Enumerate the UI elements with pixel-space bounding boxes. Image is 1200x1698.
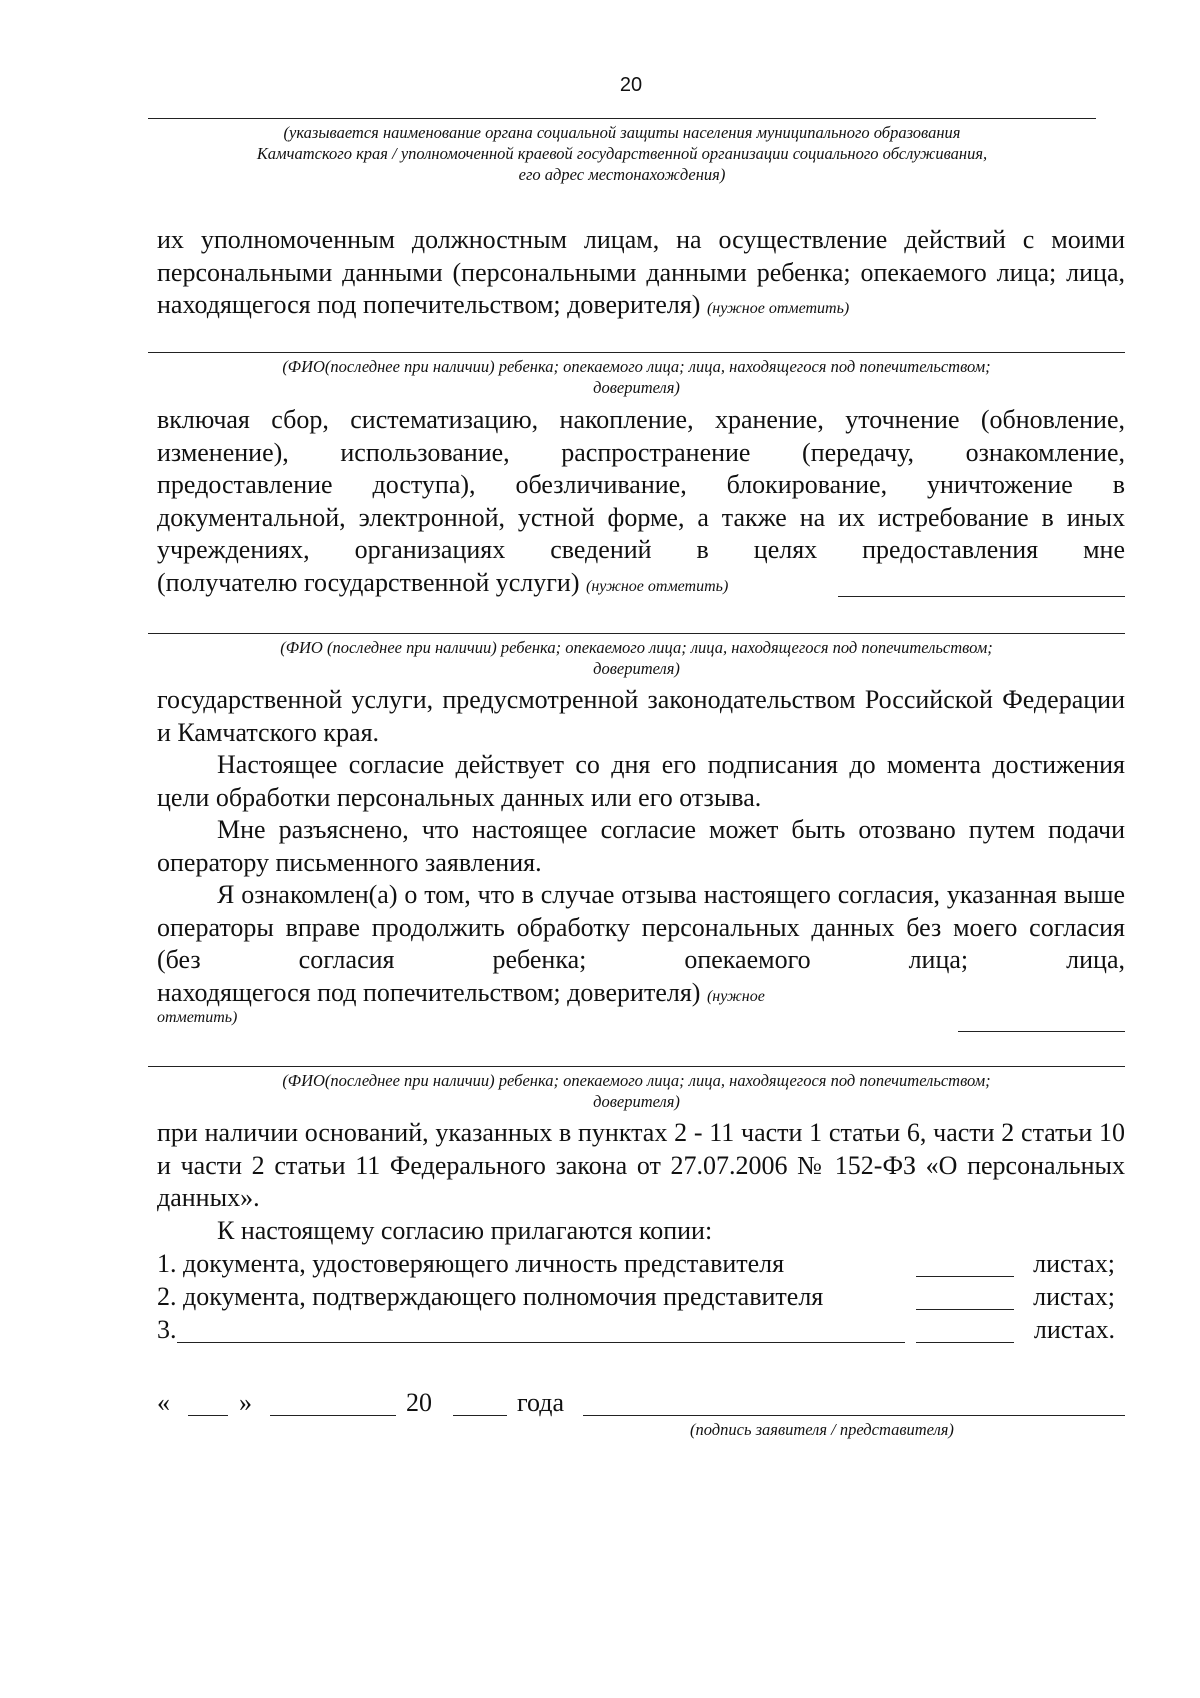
consent-paragraph-4: Настоящее согласие действует со дня его подписания до момента достижения цели обработки персональных данных или его отзыва. [157, 750, 1125, 812]
attachment-item-3: 3. [157, 1315, 177, 1344]
attachment-1-unit: листах; [1033, 1249, 1115, 1278]
fio-fill-blank-2[interactable] [838, 596, 1125, 597]
signature-blank[interactable] [583, 1415, 1125, 1416]
attachment-3-name-blank[interactable] [177, 1342, 905, 1343]
consent-paragraph-1: их уполномоченным должностным лицам, на осуществление действий с моими персональными данными (персональными данными ребенка; опекаемого лица; лица, находящегося под попечительством; доверителя) (нужное отметить) [157, 225, 1125, 319]
signature-caption: (подпись заявителя / представителя) [690, 1420, 954, 1439]
date-close-quote: » [239, 1388, 252, 1417]
attachment-item-2: 2. документа, подтверждающего полномочия представителя [157, 1282, 824, 1311]
date-month-blank[interactable] [270, 1415, 396, 1416]
attachment-1-sheets-blank[interactable] [916, 1276, 1014, 1277]
page-number: 20 [619, 74, 643, 96]
date-year-prefix: 20 [406, 1388, 432, 1417]
attachments-intro: К настоящему согласию прилагаются копии: [217, 1216, 713, 1245]
attachment-item-1: 1. документа, удостоверяющего личность представителя [157, 1249, 785, 1278]
consent-paragraph-3: государственной услуги, предусмотренной законодательством Российской Федерации и Камчатского края. [157, 685, 1125, 747]
date-day-blank[interactable] [188, 1415, 228, 1416]
consent-paragraph-6-note: отметить) [157, 1009, 238, 1026]
organization-caption: (указывается наименование органа социальной защиты населения муниципального образования Камчатского края / уполномоченной краевой государственной организации социального обслуживания, его адрес местонахождения) [256, 123, 988, 184]
consent-paragraph-5: Мне разъяснено, что настоящее согласие может быть отозвано путем подачи оператору письменного заявления. [157, 815, 1125, 877]
fio-caption-3: (ФИО(последнее при наличии) ребенка; опекаемого лица; лица, находящегося под попечительством; доверителя) [282, 1071, 991, 1111]
date-year-blank[interactable] [453, 1415, 507, 1416]
attachment-2-unit: листах; [1033, 1282, 1115, 1311]
consent-paragraph-6-last-line: находящегося под попечительством; доверителя) (нужное [157, 978, 765, 1007]
consent-paragraph-2-last-line: (получателю государственной услуги) (нужное отметить) [157, 568, 729, 597]
fio-caption-2: (ФИО (последнее при наличии) ребенка; опекаемого лица; лица, находящегося под попечительством; доверителя) [280, 638, 993, 678]
consent-paragraph-6: Я ознакомлен(а) о том, что в случае отзыва настоящего согласия, указанная выше операторы вправе продолжить обработку персональных данных без моего согласия (без согласия ребенка; опекаемого лица; лица, [157, 880, 1125, 974]
attachment-3-unit: листах. [1033, 1315, 1115, 1344]
date-year-word: года [517, 1388, 565, 1417]
attachment-3-sheets-blank[interactable] [916, 1342, 1014, 1343]
fio-fill-blank-3[interactable] [958, 1031, 1125, 1032]
consent-paragraph-2: включая сбор, систематизацию, накопление, хранение, уточнение (обновление, изменение), использование, распространение (передачу, ознакомление, предоставление доступа), обезличивание, блокирование, уничтожение в документальной, электронной, устной форме, а также на их истребование в иных учреждениях, организациях сведений в целях предоставления мне [157, 405, 1125, 564]
fio-line-1 [148, 352, 1125, 353]
fio-line-2 [148, 633, 1125, 634]
date-open-quote: « [157, 1388, 170, 1417]
attachment-2-sheets-blank[interactable] [916, 1309, 1014, 1310]
fio-line-3 [148, 1066, 1125, 1067]
fio-caption-1: (ФИО(последнее при наличии) ребенка; опекаемого лица; лица, находящегося под попечительством; доверителя) [282, 357, 991, 397]
consent-paragraph-7: при наличии оснований, указанных в пунктах 2 - 11 части 1 статьи 6, части 2 статьи 10 и части 2 статьи 11 Федерального закона от 27.07.2006 № 152-ФЗ «О персональных данных». [157, 1118, 1125, 1212]
organization-name-line [148, 118, 1096, 119]
